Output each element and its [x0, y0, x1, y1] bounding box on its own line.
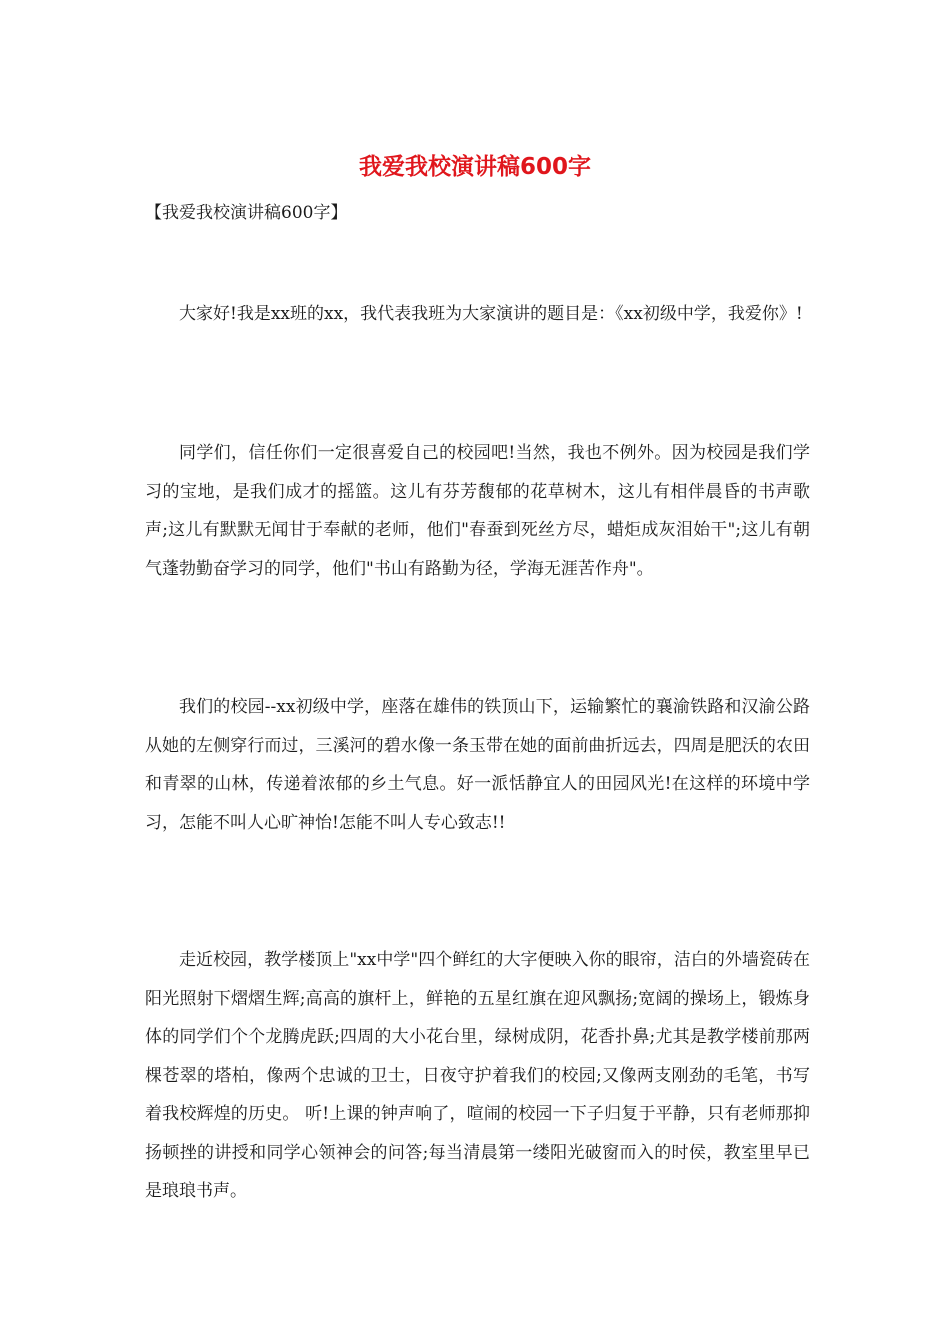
paragraph-1: 大家好!我是xx班的xx，我代表我班为大家演讲的题目是：《xx初级中学，我爱你》!: [179, 304, 803, 324]
paragraph-3: 我们的校园--xx初级中学，座落在雄伟的铁顶山下，运输繁忙的襄渝铁路和汉渝公路从她的左侧穿行而过，三溪河的碧水像一条玉带在她的面前曲折远去，四周是肥沃的农田和青翠的山林，传递着浓郁的乡土气息。好一派恬静宜人的田园风光!在这样的环境中学习，怎能不叫人心旷神怡!怎能不叫人专心致志!!: [145, 697, 810, 833]
document-title: 我爱我校演讲稿600字: [358, 154, 591, 180]
document-subtitle: 【我爱我校演讲稿600字】: [145, 203, 348, 223]
paragraph-4: 走近校园，教学楼顶上"xx中学"四个鲜红的大字便映入你的眼帘，洁白的外墙瓷砖在阳光照射下熠熠生辉;高高的旗杆上，鲜艳的五星红旗在迎风飘扬;宽阔的操场上，锻炼身体的同学们个个龙腾虎跃;四周的大小花台里，绿树成阴，花香扑鼻;尤其是教学楼前那两棵苍翠的塔柏，像两个忠诚的卫士，日夜守护着我们的校园;又像两支刚劲的毛笔，书写着我校辉煌的历史。 听!上课的钟声响了，喧闹的校园一下子归复于平静，只有老师那抑扬顿挫的讲授和同学心领神会的问答;每当清晨第一缕阳光破窗而入的时侯，教室里早已是琅琅书声。: [145, 950, 810, 1201]
paragraph-2: 同学们，信任你们一定很喜爱自己的校园吧!当然，我也不例外。因为校园是我们学习的宝地，是我们成才的摇篮。这儿有芬芳馥郁的花草树木，这儿有相伴晨昏的书声歌声;这儿有默默无闻甘于奉献的老师，他们"春蚕到死丝方尽，蜡炬成灰泪始干";这儿有朝气蓬勃勤奋学习的同学，他们"书山有路勤为径，学海无涯苦作舟"。: [145, 443, 810, 579]
